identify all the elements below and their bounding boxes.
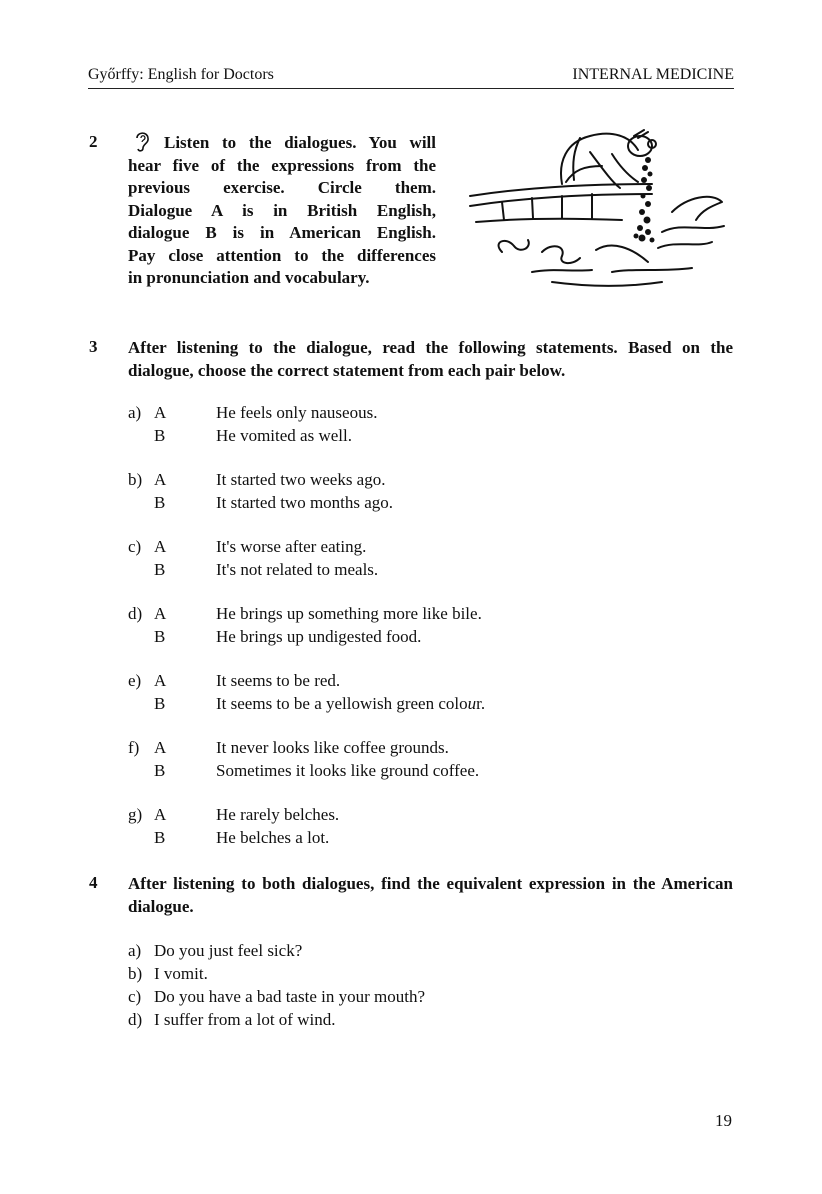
exercise-4-number: 4 [89, 873, 98, 892]
option-b-text: He belches a lot. [216, 827, 330, 847]
pair-label: c) [128, 537, 142, 556]
option-b-text: It started two months ago. [216, 492, 394, 512]
option-a-letter: A [154, 537, 167, 556]
item-label: d) [128, 1010, 143, 1029]
item-text: I suffer from a lot of wind. [154, 1010, 336, 1029]
page-number: 19 [715, 1111, 732, 1130]
option-b-text: It's not related to meals. [216, 559, 379, 579]
header-book-title: Győrffy: English for Doctors [88, 66, 274, 83]
option-a-text: It seems to be red. [216, 671, 341, 690]
option-a-text: It never looks like coffee grounds. [216, 738, 449, 757]
pair-label: f) [128, 738, 140, 757]
option-b-text-end: r. [476, 693, 486, 713]
pair-label: d) [128, 604, 143, 623]
option-a-text: It's worse after eating. [216, 537, 367, 556]
exercise-2-number: 2 [89, 132, 98, 151]
option-a-text: He feels only nauseous. [216, 403, 378, 422]
option-b-text-italic: u [467, 693, 477, 713]
instruction-line: Dialogue A is in British English, [128, 200, 436, 220]
item-text: I vomit. [154, 964, 208, 983]
option-a-text: It started two weeks ago. [216, 470, 386, 489]
item-text: Do you just feel sick? [154, 941, 303, 960]
option-a-letter: A [154, 403, 167, 422]
option-b-letter: B [154, 425, 166, 445]
instruction-line: Pay close attention to the differences [128, 245, 436, 265]
item-label: b) [128, 964, 143, 983]
boat-seasick-illustration [462, 122, 734, 302]
pair-label: a) [128, 403, 142, 422]
option-a-letter: A [154, 805, 167, 824]
exercise-4-instruction: After listening to both dialogues, find the equivalent expression in the American dialogue. [128, 874, 733, 916]
instruction-line: previous exercise. Circle them. [128, 178, 436, 197]
option-b-letter: B [154, 827, 166, 847]
option-b-letter: B [154, 626, 166, 646]
header-chapter-title: INTERNAL MEDICINE [572, 66, 734, 83]
option-b-text: Sometimes it looks like ground coffee. [216, 760, 480, 780]
instruction-line: hear five of the expressions from the [128, 155, 436, 175]
pair-label: e) [128, 671, 142, 690]
option-a-letter: A [154, 604, 167, 623]
option-a-letter: A [154, 470, 167, 489]
option-b-letter: B [154, 760, 166, 780]
pair-label: b) [128, 470, 143, 489]
instruction-line: dialogue B is in American English. [128, 223, 436, 242]
option-a-letter: A [154, 671, 167, 690]
exercise-2-instruction [128, 132, 436, 290]
option-a-text: He brings up something more like bile. [216, 604, 482, 623]
option-a-letter: A [154, 738, 167, 757]
item-label: a) [128, 941, 142, 960]
option-b-letter: B [154, 559, 166, 579]
pair-label: g) [128, 805, 143, 824]
option-a-text: He rarely belches. [216, 805, 340, 824]
item-label: c) [128, 987, 142, 1006]
option-b-text: He brings up undigested food. [216, 626, 422, 646]
instruction-line: in pronunciation and vocabulary. [128, 268, 370, 287]
exercise-3-instruction: After listening to the dialogue, read the following statements. Based on the dialogue, choose the correct statement from each pair below. [128, 338, 733, 380]
page-header [88, 64, 734, 89]
option-b-letter: B [154, 693, 166, 713]
option-b-letter: B [154, 492, 166, 512]
option-b-text [216, 693, 485, 716]
option-b-text: He vomited as well. [216, 425, 352, 445]
item-text: Do you have a bad taste in your mouth? [154, 987, 425, 1006]
option-b-text-start: It seems to be a yellowish green colo [216, 693, 468, 713]
instruction-line: Listen to the dialogues. You will [164, 133, 436, 152]
exercise-3-number: 3 [89, 337, 98, 356]
